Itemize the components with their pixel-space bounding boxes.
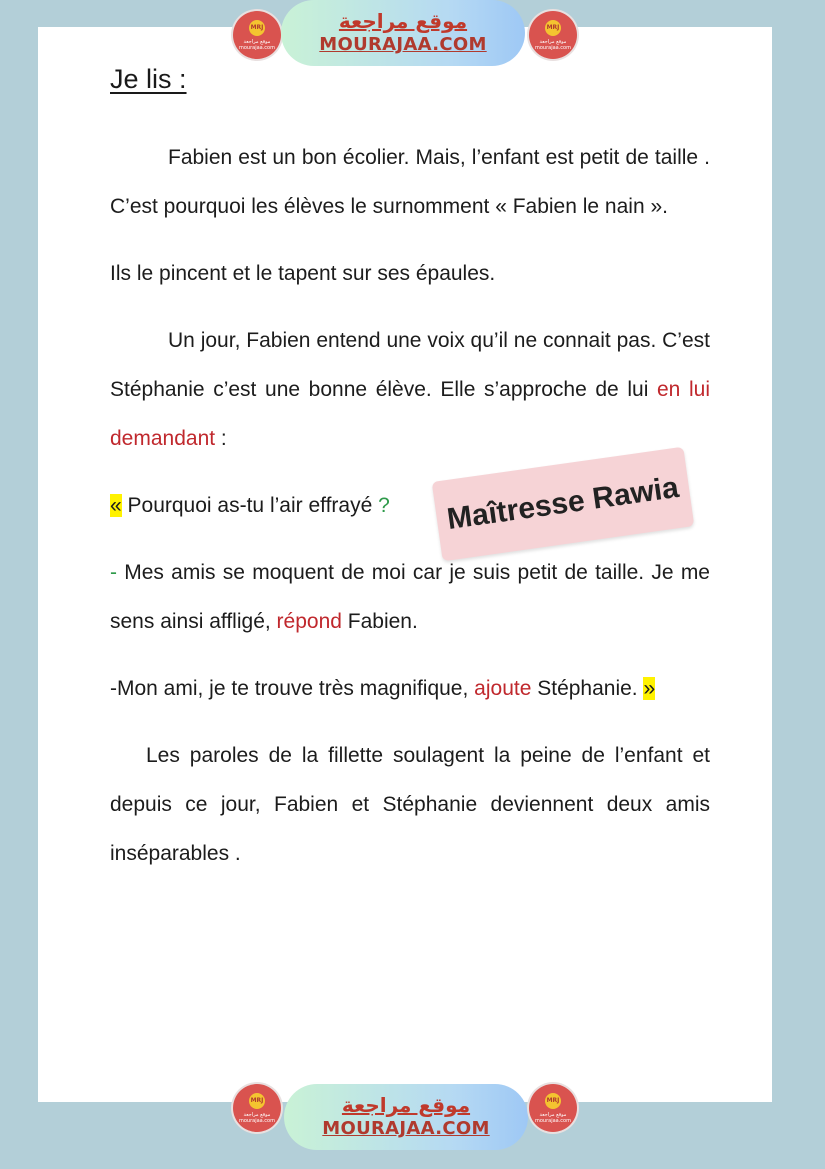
open-quote: « bbox=[110, 494, 122, 517]
question-mark: ? bbox=[378, 494, 390, 517]
close-quote: » bbox=[643, 677, 656, 700]
paragraph-6: -Mon ami, je te trouve très magnifique, ajoute Stéphanie. » bbox=[110, 677, 656, 700]
paragraph-4: « Pourquoi as-tu l’air effrayé ? bbox=[110, 494, 390, 517]
page-title: Je lis : bbox=[110, 64, 187, 94]
site-logo-icon[interactable]: MRJ موقع مراجعة mourajaa.com bbox=[529, 11, 577, 59]
site-link-badge[interactable] bbox=[284, 1084, 528, 1150]
site-url[interactable]: MOURAJAA.COM bbox=[319, 34, 487, 55]
site-url[interactable]: MOURAJAA.COM bbox=[322, 1118, 490, 1139]
highlighted-verb: répond bbox=[276, 610, 342, 633]
paragraph-3: Un jour, Fabien entend une voix qu’il ne connait pas. C’est Stéphanie c’est une bonne élève. Elle s’approche de lui en lui demandant : bbox=[110, 329, 710, 450]
top-banner bbox=[0, 0, 825, 70]
author-stamp: Maîtresse Rawia bbox=[432, 447, 695, 562]
highlighted-verb: ajoute bbox=[474, 677, 532, 700]
highlighted-verb: en lui demandant bbox=[110, 378, 710, 450]
paragraph-5: - Mes amis se moquent de moi car je suis petit de taille. Je me sens ainsi affligé, répond Fabien. bbox=[110, 561, 710, 633]
site-logo-icon[interactable]: MRJ موقع مراجعة mourajaa.com bbox=[529, 1084, 577, 1132]
paragraph-1: Fabien est un bon écolier. Mais, l’enfant est petit de taille . C’est pourquoi les élèves le surnomment « Fabien le nain ». bbox=[110, 146, 710, 218]
paragraph-7: Les paroles de la fillette soulagent la peine de l’enfant et depuis ce jour, Fabien et Stéphanie deviennent deux amis inséparables . bbox=[110, 744, 710, 865]
site-name-arabic[interactable]: موقع مراجعة bbox=[341, 1093, 471, 1117]
site-logo-icon[interactable]: MRJ موقع مراجعة mourajaa.com bbox=[233, 11, 281, 59]
site-logo-icon[interactable]: MRJ موقع مراجعة mourajaa.com bbox=[233, 1084, 281, 1132]
dialogue-dash: - bbox=[110, 561, 117, 584]
paragraph-2: Ils le pincent et le tapent sur ses épaules. bbox=[110, 262, 496, 285]
site-link-badge[interactable] bbox=[281, 0, 525, 66]
bottom-banner bbox=[0, 1082, 825, 1152]
site-name-arabic[interactable]: موقع مراجعة bbox=[338, 9, 468, 33]
